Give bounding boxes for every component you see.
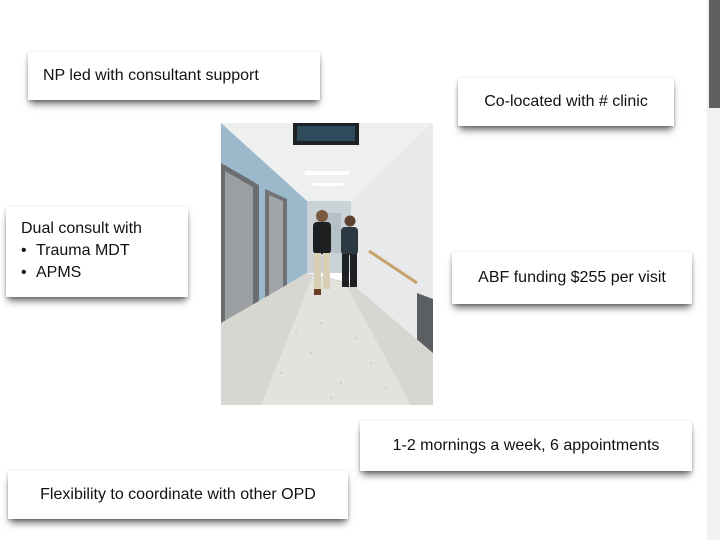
mornings-text: 1-2 mornings a week, 6 appointments [392, 437, 660, 454]
dual-consult-box [6, 207, 188, 297]
vertical-scrollbar[interactable] [707, 0, 720, 540]
mornings-box [360, 421, 692, 471]
dual-consult-list [21, 240, 188, 284]
co-located-box [458, 78, 674, 126]
np-led-box [28, 52, 320, 100]
hospital-corridor-photo [221, 123, 433, 405]
np-led-text: NP led with consultant support [43, 67, 259, 84]
abf-funding-text: ABF funding $255 per visit [478, 269, 666, 286]
dual-consult-heading: Dual consult with [21, 220, 142, 237]
flexibility-text: Flexibility to coordinate with other OPD [40, 486, 316, 503]
co-located-text: Co-located with # clinic [484, 93, 648, 110]
flexibility-box [8, 471, 348, 519]
abf-funding-box [452, 252, 692, 304]
scrollbar-thumb[interactable] [709, 0, 720, 108]
list-item: • Trauma MDT [21, 240, 188, 262]
list-item: • APMS [21, 262, 188, 284]
